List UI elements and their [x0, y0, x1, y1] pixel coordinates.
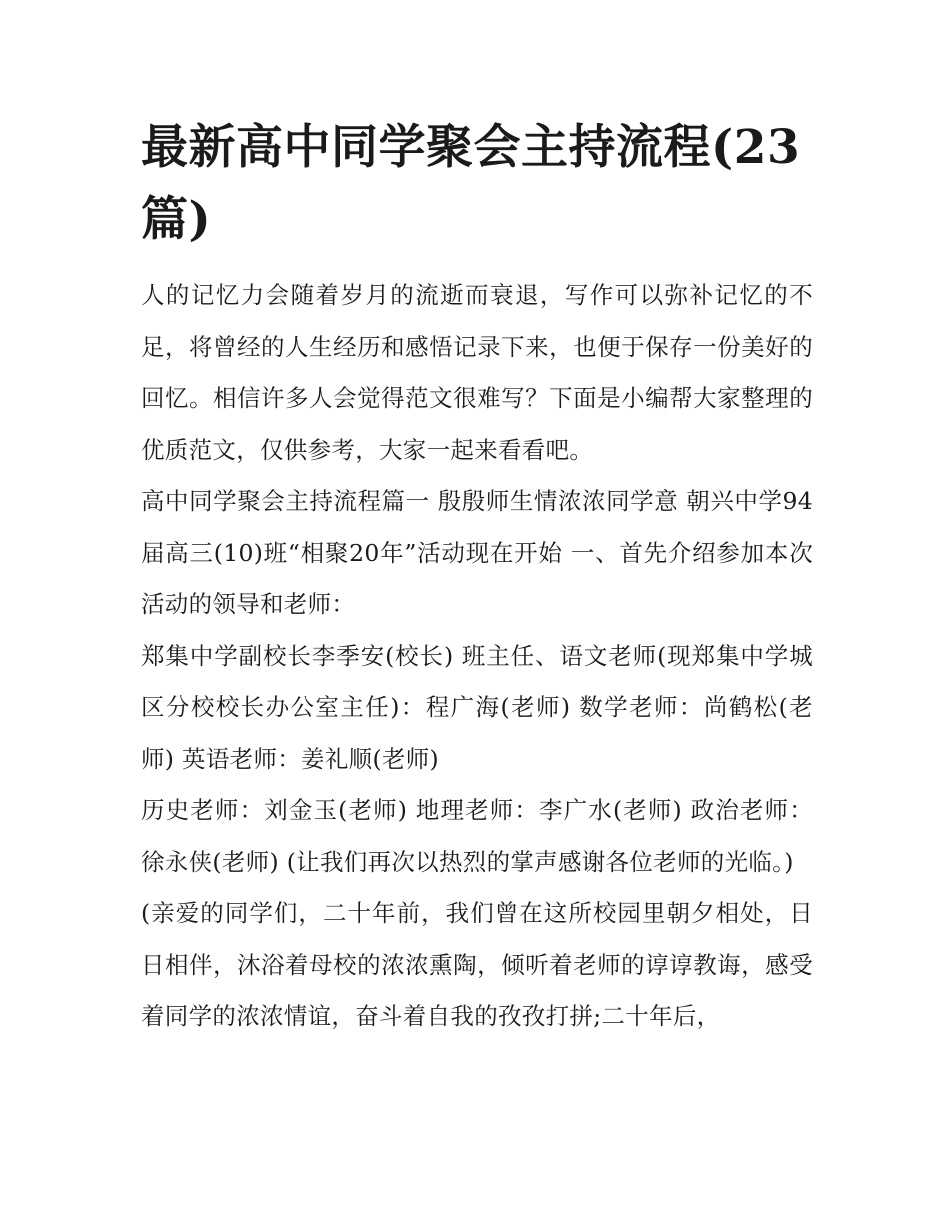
paragraph-teachers-1: 郑集中学副校长李季安(校长) 班主任、语文老师(现郑集中学城区分校校长办公室主任)：程广海(老师) 数学老师：尚鹤松(老师) 英语老师：姜礼顺(老师) — [141, 641, 813, 773]
document-title: 最新高中同学聚会主持流程(23篇) — [141, 120, 801, 247]
paragraph-speech: (亲爱的同学们，二十年前，我们曾在这所校园里朝夕相处，日日相伴，沐浴着母校的浓浓熏陶，倾听着老师的谆谆教诲，感受着同学的浓浓情谊，奋斗着自我的孜孜打拼;二十年后， — [141, 899, 813, 1030]
paragraph-teachers-2: 历史老师：刘金玉(老师) 地理老师：李广水(老师) 政治老师：徐永侠(老师) (让我们再次以热烈的掌声感谢各位老师的光临。) — [141, 796, 813, 876]
paragraph-section-one: 高中同学聚会主持流程篇一 殷殷师生情浓浓同学意 朝兴中学94届高三(10)班“相聚20年”活动现在开始 一、首先介绍参加本次活动的领导和老师： — [141, 487, 813, 618]
document-page — [141, 112, 813, 1043]
paragraph-intro: 人的记忆力会随着岁月的流逝而衰退，写作可以弥补记忆的不足，将曾经的人生经历和感悟记录下来，也便于保存一份美好的回忆。相信许多人会觉得范文很难写？下面是小编帮大家整理的优质范文，仅供参考，大家一起来看看吧。 — [141, 281, 813, 464]
